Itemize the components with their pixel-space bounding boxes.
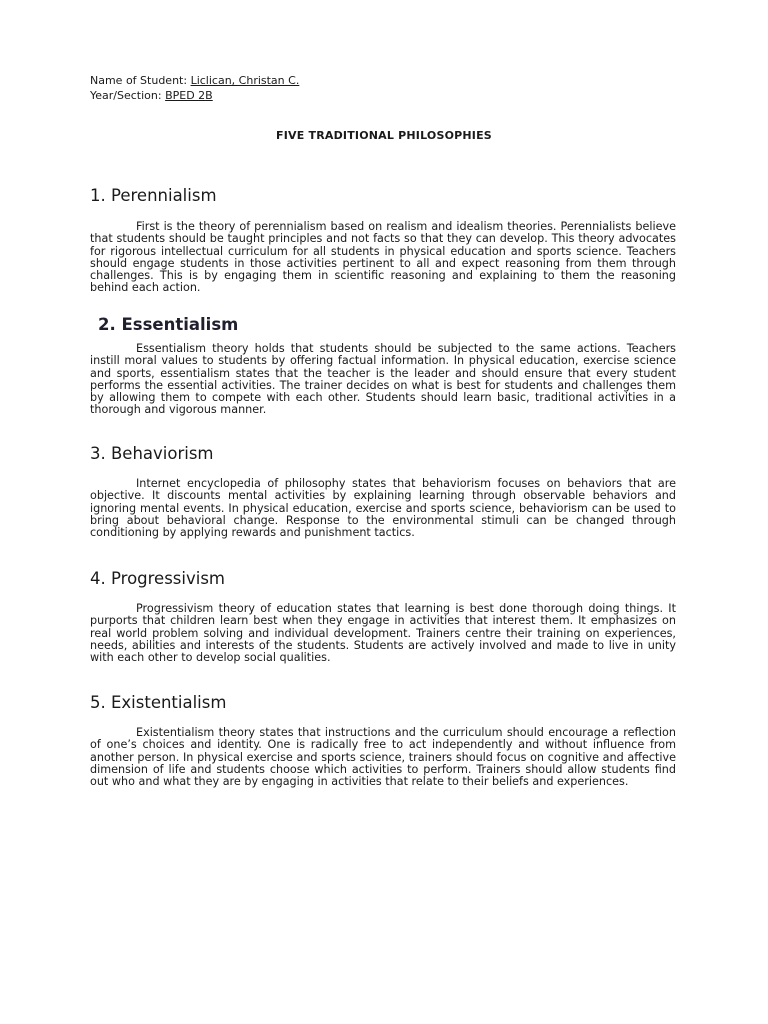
student-name-line — [90, 74, 471, 88]
year-section-line — [90, 89, 235, 103]
section-heading-essentialism: 2. Essentialism — [98, 315, 239, 334]
section-heading-progressivism: 4. Progressivism — [90, 569, 226, 588]
student-name-label: Name of Student: — [90, 74, 191, 87]
section-heading-behaviorism: 3. Behaviorism — [90, 444, 214, 463]
document-title: FIVE TRADITIONAL PHILOSOPHIES — [276, 129, 492, 142]
section-body-existentialism: Existentialism theory states that instructions and the curriculum should encourage a reflection of one’s choices and identity. One is radically free to act independently and without influence from another person. In physical exercise and sports science, trainers should focus on cognitive and affective dimension of life and students choose which activities to perform. Trainers should allow students find out who and what they are by engaging in activities that relate to their beliefs and experiences. — [90, 726, 676, 789]
section-body-essentialism: Essentialism theory holds that students should be subjected to the same actions. Teachers instill moral values to students by offering factual information. In physical education, exercise science and sports, essentialism states that the teacher is the leader and should ensure that every student performs the essential activities. The trainer decides on what is best for students and challenges them by allowing them to compete with each other. Students should learn basic, traditional activities in a thorough and vigorous manner. — [90, 342, 676, 417]
section-body-behaviorism: Internet encyclopedia of philosophy states that behaviorism focuses on behaviors that are objective. It discounts mental activities by explaining learning through observable behaviors and ignoring mental events. In physical education, exercise and sports science, behaviorism can be used to bring about behavioral change. Response to the environmental stimuli can be changed through conditioning by applying rewards and punishment tactics. — [90, 477, 676, 540]
year-section-label: Year/Section: — [90, 89, 166, 102]
year-section-value: BPED 2B — [165, 89, 213, 102]
section-body-progressivism: Progressivism theory of education states that learning is best done thorough doing things. It purports that children learn best when they engage in activities that interest them. It emphasizes on real world problem solving and individual development. Trainers centre their training on experiences, needs, abilities and interests of the students. Students are actively involved and made to live in unity with each other to develop social qualities. — [90, 602, 676, 665]
section-heading-perennialism: 1. Perennialism — [90, 186, 217, 205]
student-name-value: Liclican, Christan C. — [190, 74, 300, 87]
section-heading-existentialism: 5. Existentialism — [90, 693, 227, 712]
section-body-perennialism: First is the theory of perennialism based on realism and idealism theories. Perennialists believe that students should be taught principles and not facts so that they can develop. This theory advocates for rigorous intellectual curriculum for all students in physical education and sports science. Teachers should engage students in those activities pertinent to all and expect reasoning from them through challenges. This is by engaging them in scientific reasoning and explaining to them the reasoning behind each action. — [90, 220, 676, 295]
